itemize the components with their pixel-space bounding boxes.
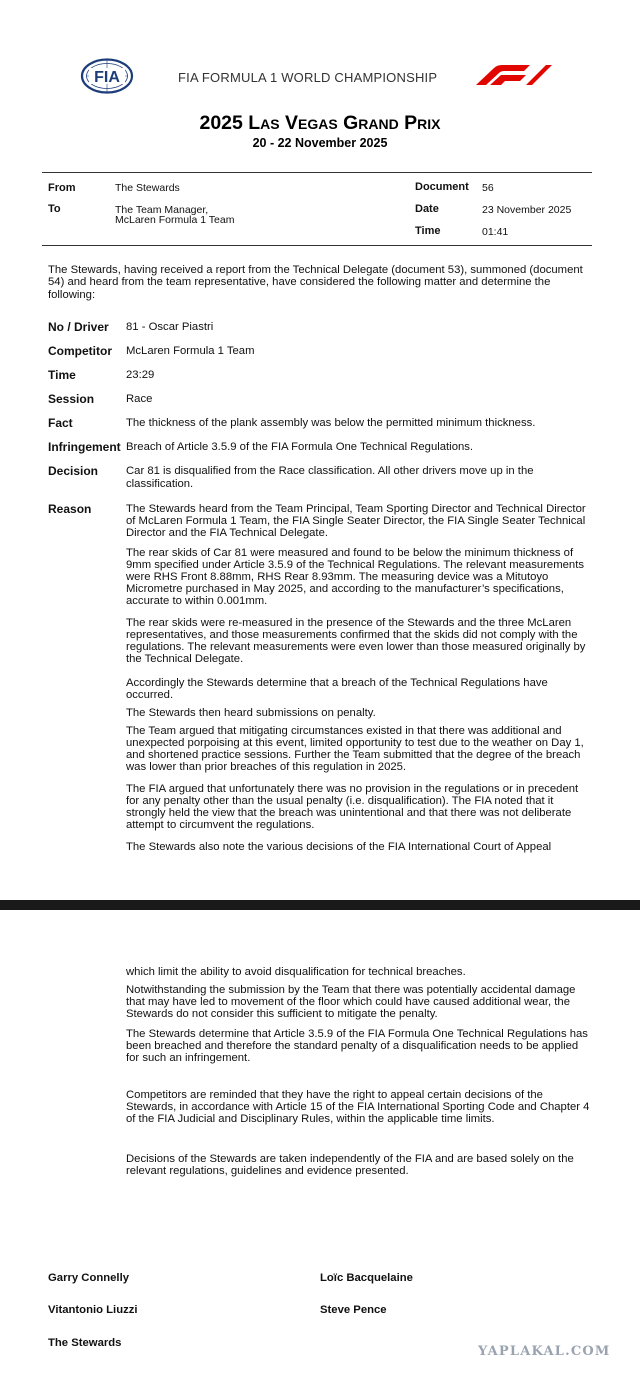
reason-paragraph: The rear skids were re-measured in the presence of the Stewards and the three McLaren representatives, and those measurements confirmed that the skids did not comply with the regulations. The relevant measurements were even lower than those measured originally by the Technical Delegate. <box>126 617 586 666</box>
independence-notice: Decisions of the Stewards are taken independently of the FIA and are based solely on the relevant regulations, guidelines and evidence presented. <box>126 1153 574 1178</box>
to-value-line1: The Team Manager, <box>115 204 209 216</box>
championship-title: FIA FORMULA 1 WORLD CHAMPIONSHIP <box>178 70 438 85</box>
continued-paragraph: Notwithstanding the submission by the Team that there was potentially accidental damage that may have led to movement of the floor which could have caused additional wear, the Stewards do not consider this sufficient to mitigate the penalty. <box>126 984 576 1021</box>
f1-logo <box>474 64 554 91</box>
appeal-notice: Competitors are reminded that they have the right to appeal certain decisions of the Stewards, in accordance with Article 15 of the FIA International Sporting Code and Chapter 4 of the FIA Judicial and Disciplinary Rules, within the applicable time limits. <box>126 1089 590 1126</box>
document-label: Document <box>415 181 469 193</box>
competitor-value: McLaren Formula 1 Team <box>126 345 255 357</box>
fia-logo <box>80 58 134 99</box>
from-label: From <box>48 182 76 194</box>
signatory-3: Vitantonio Liuzzi <box>48 1304 138 1316</box>
event-title-text: 2025 Las Vegas Grand Prix <box>199 112 441 134</box>
fact-label: Fact <box>48 416 73 430</box>
infringement-value: Breach of Article 3.5.9 of the FIA Formula One Technical Regulations. <box>126 441 474 453</box>
fact-value: The thickness of the plank assembly was below the permitted minimum thickness. <box>126 417 536 429</box>
stewards-footer: The Stewards <box>48 1337 122 1349</box>
competitor-label: Competitor <box>48 344 112 358</box>
session-label: Session <box>48 392 95 406</box>
decision-value: Car 81 is disqualified from the Race classification. All other drivers move up in the classification. <box>126 465 534 490</box>
to-label: To <box>48 203 61 215</box>
bottom-rule <box>42 245 592 246</box>
reason-paragraph: The rear skids of Car 81 were measured and found to be below the minimum thickness of 9mm specified under Article 3.5.9 of the Technical Regulations. The relevant measurements were RHS Front 8.88mm, RHS Rear 8.93mm. The measuring device was a Mitutoyo Micrometre purchased in May 2025, and according to the manufacturer’s specifications, accurate to within 0.001mm. <box>126 547 584 608</box>
continued-paragraph: which limit the ability to avoid disqualification for technical breaches. <box>126 966 466 978</box>
driver-value: 81 - Oscar Piastri <box>126 321 214 333</box>
from-value: The Stewards <box>115 182 180 194</box>
reason-label: Reason <box>48 502 92 516</box>
time-value: 01:41 <box>482 226 509 238</box>
time-label: Time <box>415 225 441 237</box>
page-break <box>0 900 640 910</box>
continued-paragraph: The Stewards determine that Article 3.5.9 of the FIA Formula One Technical Regulations has been breached and therefore the standard penalty of a disqualification needs to be applied for such an infringement. <box>126 1028 588 1065</box>
decision-label: Decision <box>48 464 99 478</box>
signatory-2: Loïc Bacquelaine <box>320 1272 413 1284</box>
document-value: 56 <box>482 182 494 194</box>
reason-paragraph: The Stewards heard from the Team Principal, Team Sporting Director and Technical Director of McLaren Formula 1 Team, the FIA Single Seater Director, the FIA Single Seater Technical Director and the FIA Technical Delegate. <box>126 503 586 540</box>
date-value: 23 November 2025 <box>482 204 572 216</box>
top-rule <box>42 172 592 173</box>
fia-logo-text: FIA <box>94 69 120 86</box>
time-row-value: 23:29 <box>126 369 155 381</box>
reason-paragraph: The Stewards also note the various decisions of the FIA International Court of Appeal <box>126 841 552 853</box>
event-dates: 20 - 22 November 2025 <box>252 136 388 150</box>
reason-paragraph: The Stewards then heard submissions on penalty. <box>126 707 376 719</box>
signatory-4: Steve Pence <box>320 1304 387 1316</box>
time-row-label: Time <box>48 368 76 382</box>
session-value: Race <box>126 393 153 405</box>
driver-label: No / Driver <box>48 320 109 334</box>
watermark: YAPLAKAL.COM <box>478 1344 611 1359</box>
infringement-label: Infringement <box>48 440 121 454</box>
reason-paragraph: The FIA argued that unfortunately there was no provision in the regulations or in precedent for any penalty other than the usual penalty (i.e. disqualification). The FIA noted that it strongly held the view that the breach was unintentional and that there was not deliberate attempt to circumvent the regulations. <box>126 783 579 832</box>
date-label: Date <box>415 203 439 215</box>
reason-paragraph: Accordingly the Stewards determine that a breach of the Technical Regulations have occurred. <box>126 677 548 702</box>
reason-paragraph: The Team argued that mitigating circumstances existed in that there was additional and unexpected porpoising at this event, limited opportunity to test due to the weather on Day 1, and shortened practice sessions. Further the Team submitted that the degree of the breach was lower than prior breaches of this regulation in 2025. <box>126 725 584 774</box>
event-title <box>0 112 640 135</box>
to-value-line2: McLaren Formula 1 Team <box>115 214 235 226</box>
signatory-1: Garry Connelly <box>48 1272 129 1284</box>
intro-paragraph: The Stewards, having received a report from the Technical Delegate (document 53), summoned (document 54) and heard from the team representative, have considered the following matter and determine the following: <box>48 264 583 301</box>
